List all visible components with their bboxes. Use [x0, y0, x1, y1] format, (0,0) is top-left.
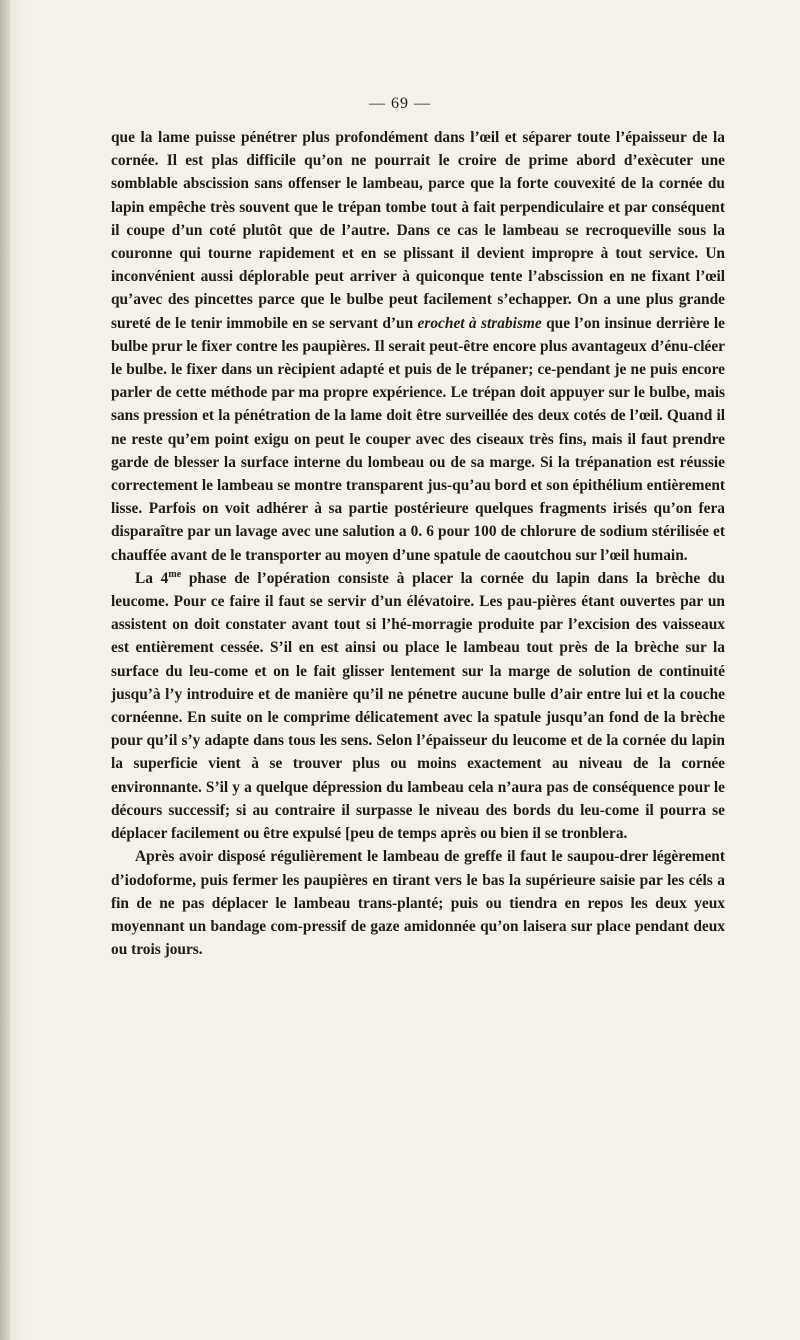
body-text	[111, 126, 725, 961]
paragraph-1-italic-term: erochet à strabisme	[417, 314, 542, 332]
paragraph-1-text-b: que l’on insinue derrière le bulbe prur le fixer contre les paupières. Il serait peut-être encore plus avantageux d’énu-cléer le bulbe. le fixer dans un rècipient adapté et puis de le trépaner; ce-pendant je ne puis encore parler de cette méthode par ma propre expérience. Le trépan doit appuyer sur le bulbe, mais sans pression et la pénétration de la lame doit être surveillée des deux cotés de l’œil. Quand il ne reste qu’em point exigu on peut le couper avec des ciseaux très fins, mais il faut prendre garde de blesser la surface interne du lombeau ou de sa marge. Si la trépanation est réussie correctement le lambeau se montre transparent jus-qu’au bord et son épithélium entièrement lisse. Parfois on voit adhérer à sa partie postérieure quelques fragments irisés qu’on fera disparaître par un lavage avec une salution a 0. 6 pour 100 de chlorure de sodium stérilisée et chauffée avant de le transporter au moyen d’une spatule de caoutchou sur l’œil humain.	[111, 314, 725, 564]
paragraph-3: Après avoir disposé régulièrement le lambeau de greffe il faut le saupou-drer légèrement d’iodoforme, puis fermer les paupières en tirant vers le bas la supérieure saisie par les céls a fin de ne pas déplacer le lambeau trans-planté; puis ou tiendra en repos les deux yeux moyennant un bandage com-pressif de gaze amidonnée qu’on laisera sur place pendant deux ou trois jours.	[111, 848, 725, 959]
paragraph-1-text-a: que la lame puisse pénétrer plus profondément dans l’œil et séparer toute l’épaisseur de la cornée. Il est plas difficile qu’on ne pourrait le croire de prime abord d’exècuter une somblable abscission sans offenser le lambeau, parce que la forte couvexité de la cornée du lapin empêche très souvent que le trépan tombe tout à fait perpendiculaire et par conséquent il coupe d’un coté plutôt que de l’autre. Dans ce cas le lambeau se recroqueville sous la couronne qui tourne rapidement et en se plissant il devient impropre à tout service. Un inconvénient aussi déplorable peut arriver à quiconque tente l’abscission en ne fixant l’œil qu’avec des pincettes parce que le bulbe peut facilement s’echapper. On a une plus grande sureté de le tenir immobile en se servant d’un	[111, 129, 725, 332]
paragraph-2-text-a: La 4	[135, 569, 169, 587]
page-spine-shadow	[0, 0, 10, 1340]
paragraph-1	[111, 126, 725, 567]
paragraph-2-superscript: me	[168, 568, 182, 580]
page-number: — 69 —	[369, 95, 431, 112]
paragraph-2	[111, 567, 725, 845]
paragraph-2-text-b: phase de l’opération consiste à placer la cornée du lapin dans la brèche du leucome. Pour ce faire il faut se servir d’un élévatoire. Les pau-pières étant ouvertes par un assistent on doit constater avant tout si l’hé-morragie produite par l’excision des vaisseaux est entièrement cessée. S’il en est ainsi ou place le lambeau tout près de la brèche sur la surface du leu-come et on le fait glisser lentement sur la marge de solution de continuité jusqu’à l’y introduire et de manière qu’il ne pénetre aucune bulle d’air entre lui et la couche cornéenne. En suite on le comprime délicatement avec la spatule jusqu’an fond de la brèche pour qu’il s’y adapte dans tous les sens. Selon l’épaisseur du leucome et de la cornée du lapin la superficie vient à se trouver plus ou moins exactement au niveau de la cornée environnante. S’il y a quelque dépression du lambeau cela n’aura pas de conséquence pour le décours successif; si au contraire il surpasse le niveau des bords du leu-come il pourra se déplacer facilement ou être expulsé [peu de temps après ou bien il se tronblera.	[111, 569, 725, 843]
